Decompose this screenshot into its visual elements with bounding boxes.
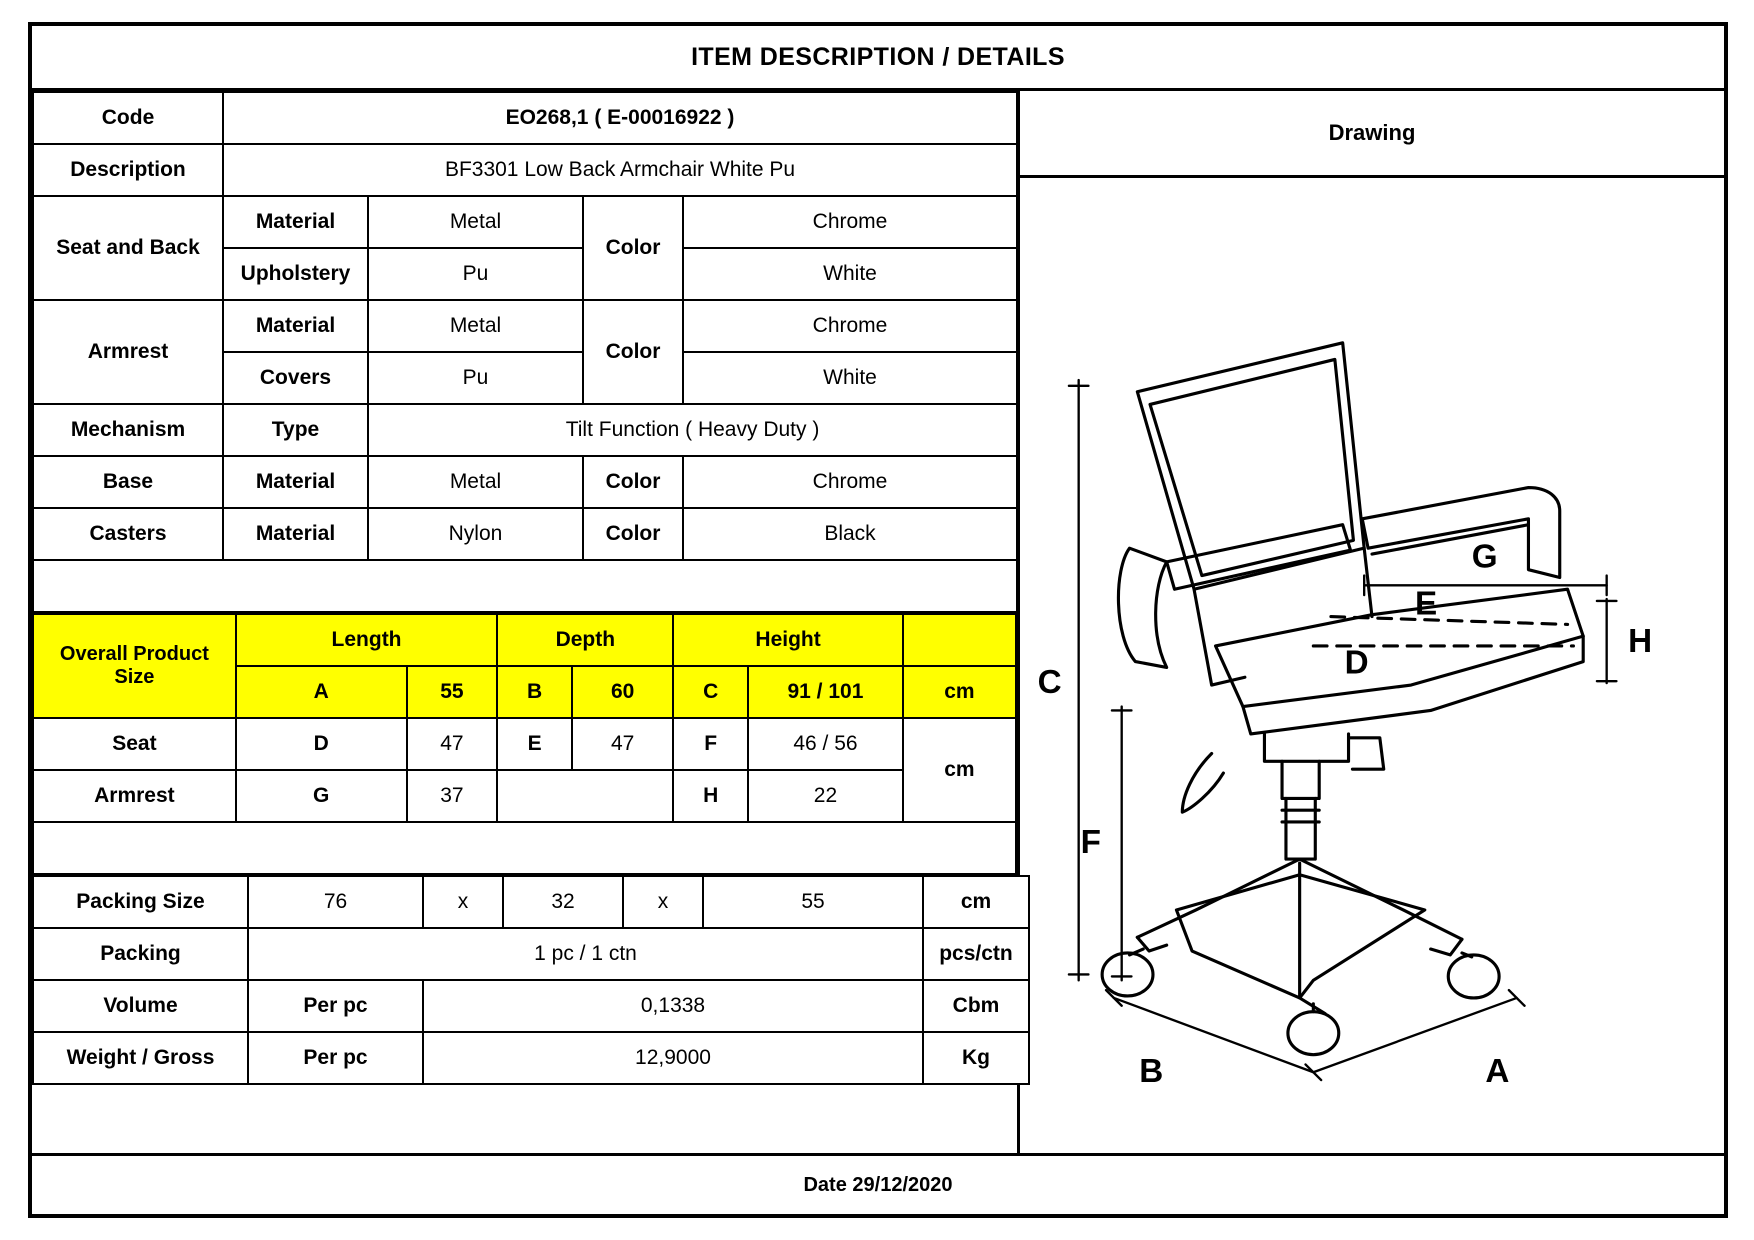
table-row-armrest-dimensions [33,770,1016,822]
weight-value: 12,9000 [423,1032,923,1084]
packing-size-x2: x [623,876,703,928]
mechanism-housing [1264,734,1348,761]
description-value: BF3301 Low Back Armchair White Pu [223,144,1017,196]
base-arm-right-end [1431,939,1462,955]
dim-d-key: D [236,718,407,770]
table-row-seatback-material [33,196,1017,248]
armrest-material-label: Material [223,300,368,352]
dim-c-key: C [673,666,748,718]
details-table-area [32,91,1020,1153]
drawing-title: Drawing [1020,91,1724,178]
armrest-covers-color-value: White [683,352,1017,404]
backrest-lower-frame [1194,589,1245,685]
label-e: E [1415,585,1438,623]
table-row-volume [33,980,1029,1032]
dim-a-value: 55 [407,666,498,718]
dim-b-value: 60 [572,666,673,718]
table-row-packing-size [33,876,1029,928]
table-row-dimension-headers [33,614,1016,666]
base-label: Base [33,456,223,508]
cylinder-rings [1282,810,1319,822]
footer-date: Date 29/12/2020 [32,1153,1724,1214]
volume-value: 0,1338 [423,980,923,1032]
volume-unit: Cbm [923,980,1029,1032]
base-material-label: Material [223,456,368,508]
height-lever [1350,738,1383,769]
dimensions-table [32,613,1017,875]
dim-a-key: A [236,666,407,718]
weight-label: Weight / Gross [33,1032,248,1084]
armrest-color-label: Color [583,300,683,404]
chair-drawing [1020,178,1724,1153]
dim-e-value: 47 [572,718,673,770]
table-row-weight [33,1032,1029,1084]
dim-h-value: 22 [748,770,903,822]
label-f: F [1080,824,1101,862]
base-color-label: Color [583,456,683,508]
seat-back-upholstery-color-value: White [683,248,1017,300]
table-row-armrest-material [33,300,1017,352]
label-a: A [1485,1053,1510,1091]
seat-armrest-unit: cm [903,718,1016,822]
dim-e-key: E [497,718,572,770]
dim-h-key: H [673,770,748,822]
table-row-seat-dimensions [33,718,1016,770]
dim-d-value: 47 [407,718,498,770]
drawing-panel [1020,91,1724,1153]
armrest-label: Armrest [33,300,223,404]
weight-unit: Kg [923,1032,1029,1084]
packing-size-length: 76 [248,876,423,928]
seat-back-color-value: Chrome [683,196,1017,248]
gas-cylinder-top [1282,761,1319,798]
details-table [32,91,1018,613]
label-h: H [1628,622,1653,660]
gas-cylinder [1286,798,1315,859]
armrest-material-value: Metal [368,300,583,352]
dim-g-key: G [236,770,407,822]
seat-diagonal-e [1331,617,1568,625]
volume-label: Volume [33,980,248,1032]
dim-blank-cell [497,770,673,822]
code-label: Code [33,92,223,144]
sheet-frame [28,22,1728,1218]
casters-material-label: Material [223,508,368,560]
table-row-code [33,92,1017,144]
packing-size-unit: cm [923,876,1029,928]
label-c: C [1037,663,1062,701]
table-row-description [33,144,1017,196]
armrest-covers-value: Pu [368,352,583,404]
seat-back-upholstery-label: Upholstery [223,248,368,300]
left-armrest-support [1118,548,1166,667]
packing-value: 1 pc / 1 ctn [248,928,923,980]
dim-f-value: 46 / 56 [748,718,903,770]
armrest-color-value: Chrome [683,300,1017,352]
packing-label: Packing [33,928,248,980]
seat-outline [1216,589,1584,706]
caster-front [1288,1012,1339,1055]
description-label: Description [33,144,223,196]
spacer-row-2 [33,822,1016,874]
label-d: D [1344,644,1369,682]
label-g: G [1471,538,1498,576]
table-row-mechanism [33,404,1017,456]
seat-back-material-label: Material [223,196,368,248]
page-title: ITEM DESCRIPTION / DETAILS [32,26,1724,91]
packing-unit: pcs/ctn [923,928,1029,980]
armrest-covers-label: Covers [223,352,368,404]
spacer-row-1 [33,560,1017,612]
weight-per-label: Per pc [248,1032,423,1084]
col-depth-header: Depth [497,614,673,666]
seat-and-back-label: Seat and Back [33,196,223,300]
chair-drawing-svg [1020,178,1724,1153]
seat-dimension-label: Seat [33,718,236,770]
mechanism-label: Mechanism [33,404,223,456]
overall-unit: cm [903,666,1016,718]
base-material-value: Metal [368,456,583,508]
label-b: B [1139,1053,1164,1091]
overall-product-size-label: Overall Product Size [33,614,236,718]
casters-color-label: Color [583,508,683,560]
table-row-casters [33,508,1017,560]
casters-label: Casters [33,508,223,560]
table-row-base [33,456,1017,508]
armrest-dimension-label: Armrest [33,770,236,822]
volume-per-label: Per pc [248,980,423,1032]
casters-material-value: Nylon [368,508,583,560]
right-armrest [1362,488,1560,578]
sheet-body [32,91,1724,1153]
casters-color-value: Black [683,508,1017,560]
col-height-header: Height [673,614,902,666]
caster-right [1448,955,1499,998]
dim-b-key: B [497,666,572,718]
dim-f-key: F [673,718,748,770]
dim-g-value: 37 [407,770,498,822]
seat-back-material-value: Metal [368,196,583,248]
seat-back-upholstery-value: Pu [368,248,583,300]
left-armrest-pad [1167,525,1351,590]
table-row-packing [33,928,1029,980]
mechanism-type-value: Tilt Function ( Heavy Duty ) [368,404,1017,456]
mechanism-type-label: Type [223,404,368,456]
code-value: EO268,1 ( E-00016922 ) [223,92,1017,144]
packing-table [32,875,1030,1085]
caster-left [1102,953,1153,996]
col-length-header: Length [236,614,497,666]
header-unit-blank [903,614,1016,666]
tilt-lever [1182,754,1223,813]
base-color-value: Chrome [683,456,1017,508]
dim-ticks-ab [1106,990,1524,1080]
packing-size-x1: x [423,876,503,928]
packing-size-width: 32 [503,876,623,928]
packing-size-height: 55 [703,876,923,928]
right-armrest-inner-line [1372,525,1528,554]
dim-c-value: 91 / 101 [748,666,903,718]
seat-back-color-label: Color [583,196,683,300]
packing-size-label: Packing Size [33,876,248,928]
